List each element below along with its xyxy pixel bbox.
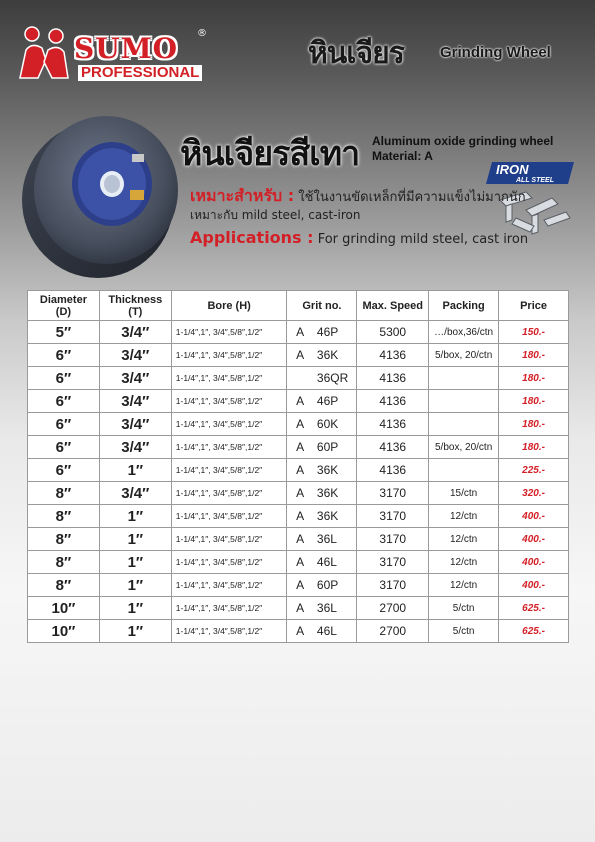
cell-grit: 36K	[313, 505, 357, 528]
cell-grit: 36L	[313, 528, 357, 551]
cell-price: 180.-	[499, 413, 569, 436]
table-header-row	[28, 291, 569, 321]
cell-bore: 1-1/4″,1″, 3/4″,5/8″,1/2″	[171, 321, 287, 344]
cell-grit: 46P	[313, 321, 357, 344]
cell-price: 180.-	[499, 367, 569, 390]
cell-bore: 1-1/4″,1″, 3/4″,5/8″,1/2″	[171, 413, 287, 436]
cell-thickness: 1″	[99, 574, 171, 597]
cell-grit: 46P	[313, 390, 357, 413]
cell-packing: 5/box, 20/ctn	[429, 344, 499, 367]
cell-price: 400.-	[499, 551, 569, 574]
cell-material: A	[287, 505, 313, 528]
cell-material: A	[287, 551, 313, 574]
cell-material: A	[287, 528, 313, 551]
table-row	[28, 505, 569, 528]
cell-thickness: 3/4″	[99, 482, 171, 505]
cell-packing	[429, 413, 499, 436]
sumo-wrestlers-icon	[12, 20, 76, 84]
cell-diameter: 8″	[28, 528, 100, 551]
cell-max-speed: 3170	[357, 505, 429, 528]
cell-thickness: 3/4″	[99, 321, 171, 344]
cell-bore: 1-1/4″,1″, 3/4″,5/8″,1/2″	[171, 505, 287, 528]
cell-thickness: 1″	[99, 459, 171, 482]
cell-material: A	[287, 413, 313, 436]
cell-thickness: 1″	[99, 551, 171, 574]
cell-diameter: 8″	[28, 551, 100, 574]
cell-diameter: 6″	[28, 390, 100, 413]
cell-bore: 1-1/4″,1″, 3/4″,5/8″,1/2″	[171, 528, 287, 551]
cell-price: 320.-	[499, 482, 569, 505]
cell-bore: 1-1/4″,1″, 3/4″,5/8″,1/2″	[171, 367, 287, 390]
header-bore: Bore (H)	[171, 291, 287, 321]
cell-thickness: 3/4″	[99, 390, 171, 413]
cell-material: A	[287, 436, 313, 459]
cell-thickness: 3/4″	[99, 367, 171, 390]
cell-material: A	[287, 597, 313, 620]
header-thickness-sub: (T)	[128, 305, 143, 318]
registered-mark: ®	[197, 28, 207, 39]
cell-bore: 1-1/4″,1″, 3/4″,5/8″,1/2″	[171, 482, 287, 505]
cell-packing: 12/ctn	[429, 574, 499, 597]
cell-material: A	[287, 574, 313, 597]
cell-price: 400.-	[499, 574, 569, 597]
cell-grit: 36L	[313, 597, 357, 620]
brand-logo	[12, 14, 207, 84]
cell-diameter: 6″	[28, 413, 100, 436]
cell-thickness: 1″	[99, 597, 171, 620]
cell-diameter: 6″	[28, 367, 100, 390]
cell-thickness: 1″	[99, 505, 171, 528]
cell-price: 225.-	[499, 459, 569, 482]
badge-all-steel-text: ALL STEEL	[516, 177, 554, 184]
application-english-heading: Applications :	[190, 228, 314, 247]
table-row	[28, 390, 569, 413]
badge-iron-text: IRON	[496, 162, 529, 177]
header-packing: Packing	[429, 291, 499, 321]
cell-packing: 12/ctn	[429, 505, 499, 528]
cell-material: A	[287, 482, 313, 505]
cell-price: 180.-	[499, 344, 569, 367]
table-row	[28, 436, 569, 459]
cell-price: 180.-	[499, 436, 569, 459]
cell-bore: 1-1/4″,1″, 3/4″,5/8″,1/2″	[171, 459, 287, 482]
cell-packing: 12/ctn	[429, 528, 499, 551]
cell-price: 625.-	[499, 620, 569, 643]
cell-bore: 1-1/4″,1″, 3/4″,5/8″,1/2″	[171, 344, 287, 367]
cell-bore: 1-1/4″,1″, 3/4″,5/8″,1/2″	[171, 574, 287, 597]
cell-max-speed: 3170	[357, 574, 429, 597]
cell-bore: 1-1/4″,1″, 3/4″,5/8″,1/2″	[171, 620, 287, 643]
cell-grit: 46L	[313, 620, 357, 643]
cell-packing: 15/ctn	[429, 482, 499, 505]
table-row	[28, 620, 569, 643]
cell-material: A	[287, 321, 313, 344]
cell-diameter: 10″	[28, 597, 100, 620]
cell-price: 400.-	[499, 528, 569, 551]
cell-diameter: 8″	[28, 505, 100, 528]
cell-packing: 5/ctn	[429, 620, 499, 643]
cell-max-speed: 4136	[357, 390, 429, 413]
application-english-line	[190, 228, 528, 247]
cell-max-speed: 4136	[357, 367, 429, 390]
table-row	[28, 551, 569, 574]
grinding-wheel-image	[20, 104, 180, 280]
table-row	[28, 528, 569, 551]
cell-bore: 1-1/4″,1″, 3/4″,5/8″,1/2″	[171, 436, 287, 459]
table-row	[28, 597, 569, 620]
product-material-type: Aluminum oxide grinding wheel	[372, 134, 554, 148]
application-thai-heading: เหมาะสำหรับ :	[190, 186, 295, 205]
table-body	[28, 321, 569, 643]
cell-max-speed: 4136	[357, 413, 429, 436]
application-english-text: For grinding mild steel, cast iron	[317, 232, 529, 247]
application-thai-material: เหมาะกับ mild steel, cast-iron	[190, 208, 361, 222]
cell-material: A	[287, 620, 313, 643]
table-row	[28, 321, 569, 344]
table-row	[28, 367, 569, 390]
specification-table	[27, 290, 569, 643]
cell-diameter: 10″	[28, 620, 100, 643]
cell-diameter: 8″	[28, 574, 100, 597]
cell-max-speed: 3170	[357, 482, 429, 505]
cell-max-speed: 4136	[357, 459, 429, 482]
cell-grit: 46L	[313, 551, 357, 574]
cell-material: A	[287, 344, 313, 367]
cell-packing: 5/ctn	[429, 597, 499, 620]
brand-tagline: PROFESSIONAL	[78, 65, 202, 81]
cell-thickness: 3/4″	[99, 413, 171, 436]
cell-packing	[429, 459, 499, 482]
cell-max-speed: 3170	[357, 551, 429, 574]
cell-price: 625.-	[499, 597, 569, 620]
cell-thickness: 3/4″	[99, 344, 171, 367]
product-material-code: Material: A	[372, 149, 433, 163]
cell-bore: 1-1/4″,1″, 3/4″,5/8″,1/2″	[171, 551, 287, 574]
cell-grit: 60P	[313, 436, 357, 459]
cell-max-speed: 2700	[357, 597, 429, 620]
cell-grit: 60K	[313, 413, 357, 436]
cell-max-speed: 4136	[357, 436, 429, 459]
cell-grit: 36K	[313, 459, 357, 482]
cell-price: 180.-	[499, 390, 569, 413]
cell-price: 150.-	[499, 321, 569, 344]
cell-packing: …/box,36/ctn	[429, 321, 499, 344]
cell-bore: 1-1/4″,1″, 3/4″,5/8″,1/2″	[171, 390, 287, 413]
table-row	[28, 413, 569, 436]
cell-grit: 36K	[313, 344, 357, 367]
table-row	[28, 459, 569, 482]
cell-diameter: 6″	[28, 436, 100, 459]
header-thickness	[99, 291, 171, 321]
header-grit: Grit no.	[287, 291, 357, 321]
cell-max-speed: 3170	[357, 528, 429, 551]
table-row	[28, 344, 569, 367]
cell-material: A	[287, 459, 313, 482]
cell-price: 400.-	[499, 505, 569, 528]
product-title-thai: หินเจียรสีเทา	[180, 134, 360, 174]
header-diameter-sub: (D)	[55, 305, 72, 318]
cell-max-speed: 2700	[357, 620, 429, 643]
cell-packing: 12/ctn	[429, 551, 499, 574]
brand-name: SUMO	[74, 32, 179, 65]
header-diameter-label: Diameter	[39, 293, 87, 306]
cell-packing	[429, 367, 499, 390]
cell-diameter: 6″	[28, 459, 100, 482]
cell-grit: 60P	[313, 574, 357, 597]
header-price: Price	[499, 291, 569, 321]
cell-grit: 36QR	[313, 367, 357, 390]
header-max-speed: Max. Speed	[357, 291, 429, 321]
cell-diameter: 6″	[28, 344, 100, 367]
cell-max-speed: 4136	[357, 344, 429, 367]
cell-material: A	[287, 390, 313, 413]
page-title-thai: หินเจียร	[308, 36, 404, 71]
cell-grit: 36K	[313, 482, 357, 505]
page-title-english: Grinding Wheel	[440, 44, 551, 61]
cell-material	[287, 367, 313, 390]
header-diameter	[28, 291, 100, 321]
cell-diameter: 5″	[28, 321, 100, 344]
cell-thickness: 1″	[99, 528, 171, 551]
cell-thickness: 3/4″	[99, 436, 171, 459]
table-row	[28, 574, 569, 597]
table-row	[28, 482, 569, 505]
cell-diameter: 8″	[28, 482, 100, 505]
cell-thickness: 1″	[99, 620, 171, 643]
application-thai-text: ใช้ในงานขัดเหล็กที่มีความแข็งไม่มากนัก	[298, 190, 526, 205]
header-thickness-label: Thickness	[108, 293, 163, 306]
cell-packing	[429, 390, 499, 413]
cell-bore: 1-1/4″,1″, 3/4″,5/8″,1/2″	[171, 597, 287, 620]
cell-max-speed: 5300	[357, 321, 429, 344]
cell-packing: 5/box, 20/ctn	[429, 436, 499, 459]
